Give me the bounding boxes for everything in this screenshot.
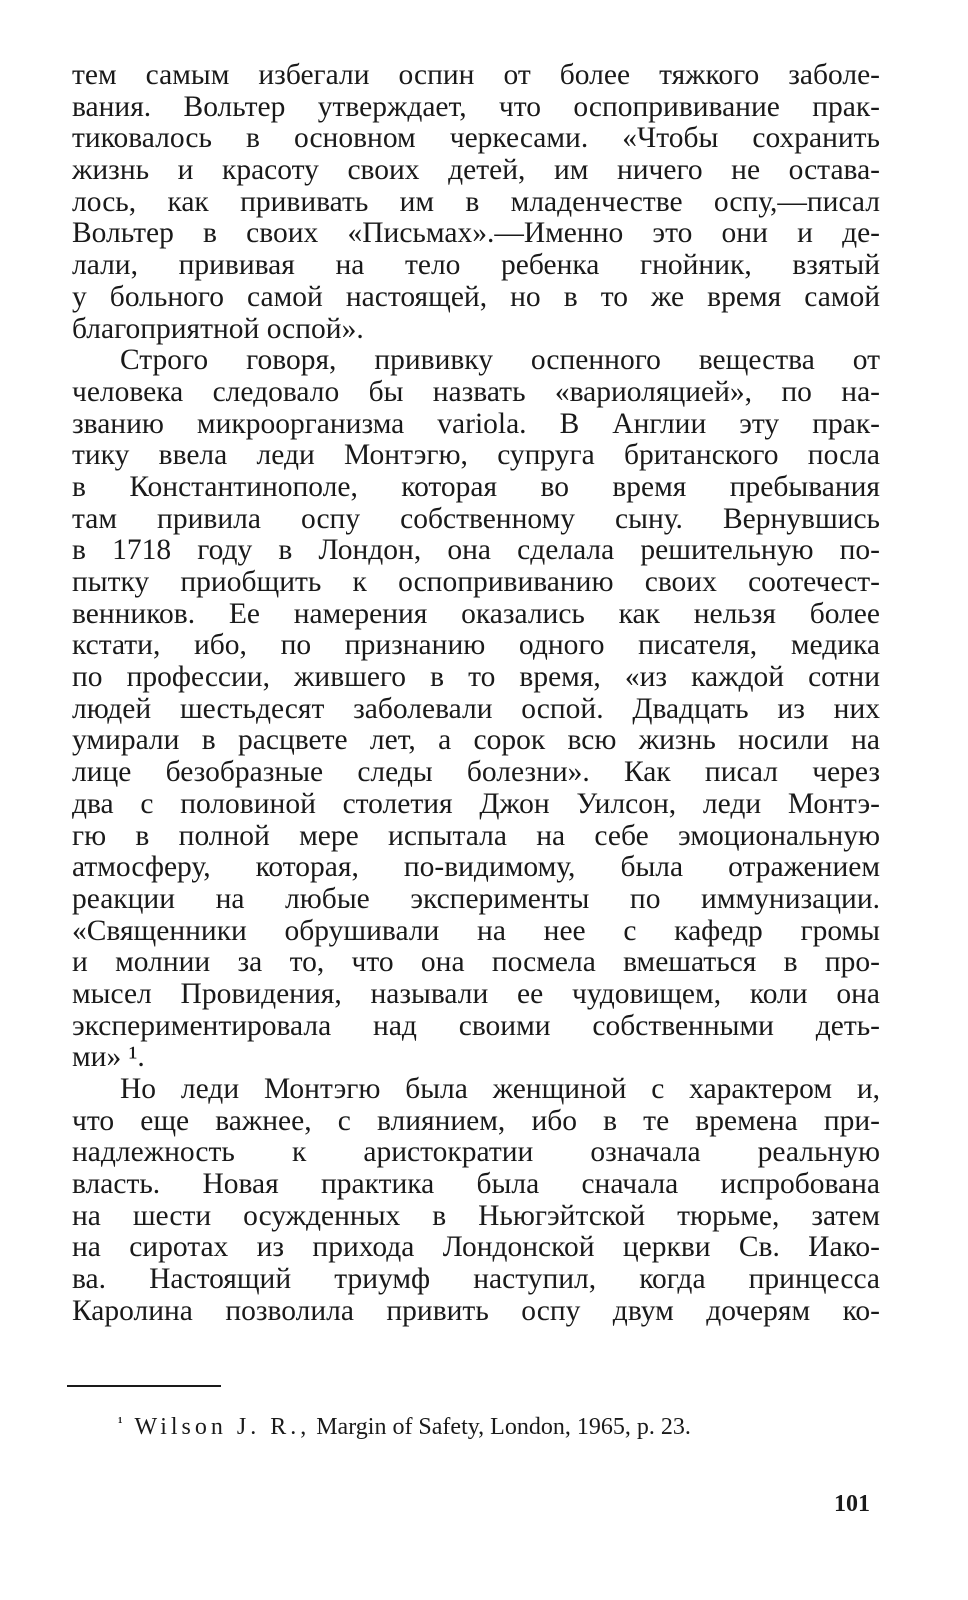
text-line: лице безобразные следы болезни». Как писал через: [72, 756, 880, 789]
text-line: пытку приобщить к оспопрививанию своих соотечест-: [72, 566, 880, 598]
text-line: два с половиной столетия Джон Уилсон, леди Монтэ-: [72, 787, 880, 820]
text-line: Строго говоря, прививку оспенного вещества от: [120, 344, 880, 377]
text-line: гю в полной мере испытала на себе эмоциональную: [72, 819, 880, 852]
footnote-citation: Margin of Safety, London, 1965, p. 23.: [316, 1414, 691, 1440]
text-line: лали, прививая на тело ребенка гнойник, взятый: [72, 249, 880, 282]
text-line: на шести осужденных в Ньюгэйтской тюрьме, затем: [72, 1199, 880, 1232]
text-line: власть. Новая практика была сначала испробована: [72, 1168, 880, 1201]
text-line: там привила оспу собственному сыну. Вернувшись: [72, 502, 880, 535]
text-line: венников. Ее намерения оказались как нельзя более: [72, 597, 880, 630]
text-line: «Священники обрушивали на нее с кафедр громы: [72, 914, 880, 947]
text-line: жизнь и красоту своих детей, им ничего не остава-: [72, 154, 880, 187]
text-line: у больного самой настоящей, но в то же время самой: [72, 280, 880, 313]
text-line: званию микроорганизма variola. В Англии эту прак-: [72, 407, 880, 440]
footnote-divider: [67, 1385, 221, 1387]
text-line: вания. Вольтер утверждает, что оспопрививание прак-: [72, 90, 880, 123]
text-line: в Константинополе, которая во время пребывания: [72, 470, 880, 503]
text-line: тику ввела леди Монтэгю, супруга британского посла: [72, 439, 880, 472]
text-line: лось, как прививать им в младенчестве оспу,—писал: [72, 185, 880, 218]
text-line: ми» ¹.: [72, 1041, 145, 1074]
text-line: благоприятной оспой».: [72, 312, 364, 345]
text-line: и молнии за то, что она посмела вмешаться в про-: [72, 946, 880, 979]
footnote-author: Wilson J. R.,: [134, 1414, 311, 1440]
text-line: экспериментировала над своими собственными деть-: [72, 1009, 880, 1042]
text-line: Вольтер в своих «Письмах».—Именно это они и де-: [72, 217, 880, 250]
text-line: людей шестьдесят заболевали оспой. Двадцать из них: [72, 692, 880, 725]
footnote-mark: ¹: [118, 1415, 123, 1431]
text-line: ва. Настоящий триумф наступил, когда принцесса: [72, 1263, 880, 1296]
text-line: тиковалось в основном черкесами. «Чтобы сохранить: [72, 122, 880, 155]
text-line: на сиротах из прихода Лондонской церкви Св. Иако-: [72, 1231, 880, 1264]
text-line: человека следовало бы назвать «вариоляцией», по на-: [72, 375, 880, 408]
text-line: атмосферу, которая, по-видимому, была отражением: [72, 851, 880, 884]
text-line: мысел Провидения, называли ее чудовищем, коли она: [72, 977, 880, 1010]
body-text: [72, 60, 880, 1328]
page-number: 101: [834, 1491, 870, 1517]
text-line: тем самым избегали оспин от более тяжкого заболе-: [72, 59, 880, 91]
text-line: надлежность к аристократии означала реальную: [72, 1136, 880, 1169]
text-line: умирали в расцвете лет, а сорок всю жизнь носили на: [72, 724, 880, 757]
text-line: в 1718 году в Лондон, она сделала решительную по-: [72, 534, 880, 567]
text-line: кстати, ибо, по признанию одного писателя, медика: [72, 629, 880, 662]
text-line: Но леди Монтэгю была женщиной с характером и,: [120, 1073, 880, 1105]
text-line: Каролина позволила привить оспу двум дочерям ко-: [72, 1294, 880, 1327]
text-line: реакции на любые эксперименты по иммунизации.: [72, 882, 880, 915]
text-line: по профессии, жившего в то время, «из каждой сотни: [72, 661, 880, 694]
text-line: что еще важнее, с влиянием, ибо в те времена при-: [72, 1104, 880, 1137]
footnote: [118, 1408, 691, 1442]
